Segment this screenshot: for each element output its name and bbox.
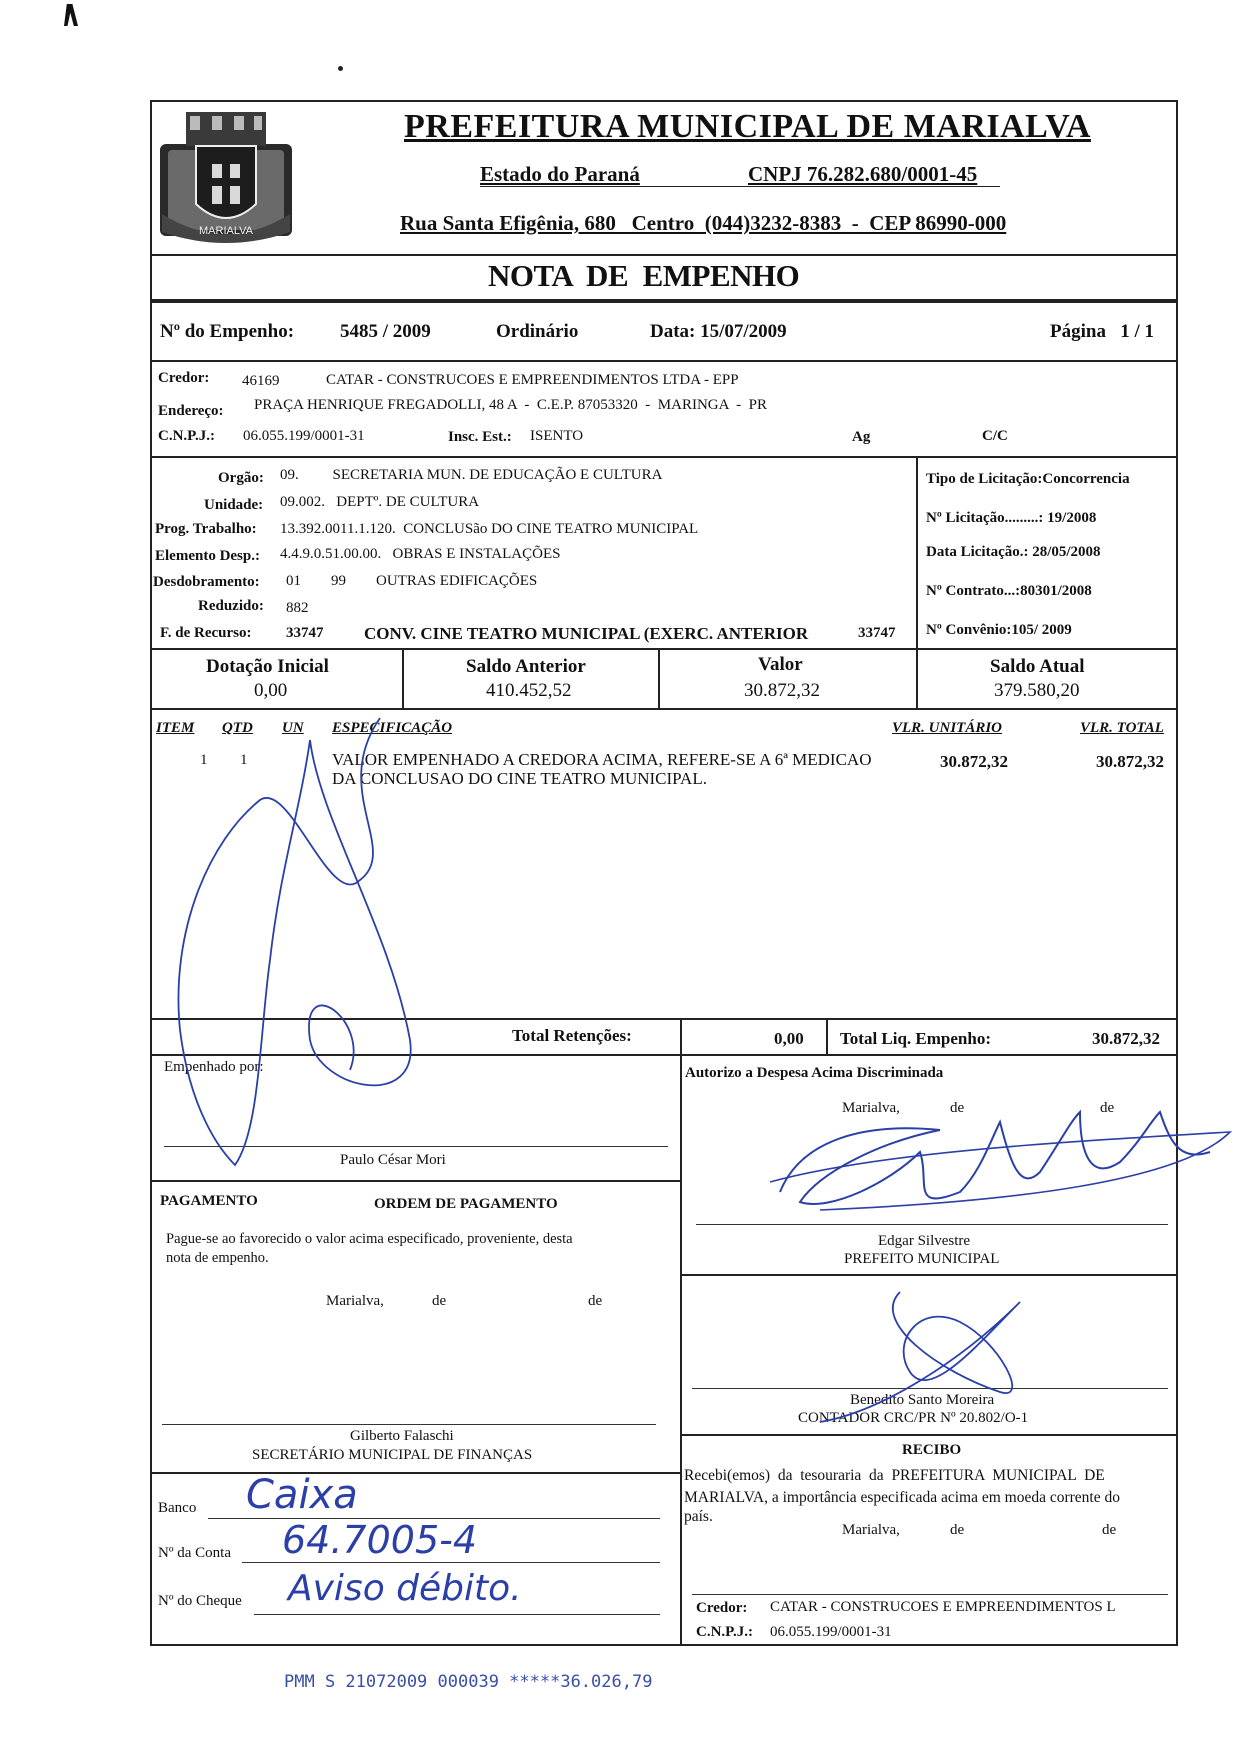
pague-se-line1: Pague-se ao favorecido o valor acima especificado, proveniente, desta <box>166 1231 573 1247</box>
item-unit-value: 30.872,32 <box>940 752 1008 771</box>
empenhado-signature <box>150 710 453 1170</box>
recibo-credor-name: CATAR - CONSTRUCOES E EMPREENDIMENTOS L <box>770 1599 1116 1615</box>
insc-label: Insc. Est.: <box>448 429 512 445</box>
valor-label: Valor <box>758 654 803 675</box>
scan-speck <box>338 66 343 71</box>
state-text: Estado do Paraná <box>480 162 640 186</box>
coat-of-arms-logo <box>156 104 296 250</box>
recibo-credor-label: Credor: <box>696 1600 748 1616</box>
recibo-de-1: de <box>950 1522 965 1538</box>
contador-name: Benedito Santo Moreira <box>850 1392 995 1408</box>
insc-value: ISENTO <box>530 428 584 444</box>
conta-line <box>242 1562 660 1563</box>
ag-label: Ag <box>852 429 871 445</box>
saldo-anterior-value: 410.452,52 <box>486 680 572 701</box>
contador-signature <box>800 1282 1060 1432</box>
page-number: Página 1 / 1 <box>1050 321 1154 342</box>
licitacao-tipo: Tipo de Licitação:Concorrencia <box>926 471 1130 487</box>
recibo-signature-line <box>692 1594 1168 1595</box>
address-text: Rua Santa Efigênia, 680 Centro (044)3232-8383 - CEP 86990-000 <box>400 211 1007 235</box>
cc-label: C/C <box>982 428 1008 444</box>
empenho-number-label: Nº do Empenho: <box>160 321 295 342</box>
cheque-label: Nº do Cheque <box>158 1593 242 1609</box>
conta-label: Nº da Conta <box>158 1545 231 1561</box>
prefeito-signature <box>760 1082 1240 1232</box>
saldo-atual-label: Saldo Atual <box>990 656 1085 677</box>
orgao-value: 09. SECRETARIA MUN. DE EDUCAÇÃO E CULTURA <box>280 467 663 483</box>
autorizo-label: Autorizo a Despesa Acima Discriminada <box>685 1065 944 1081</box>
autorizo-de-2: de <box>1100 1100 1115 1116</box>
convenio-number: Nº Convênio:105/ 2009 <box>926 622 1072 638</box>
recurso-name: CONV. CINE TEATRO MUNICIPAL (EXERC. ANTERIOR <box>364 624 809 643</box>
empenho-number: 5485 / 2009 <box>340 321 431 342</box>
desdobramento-value: 01 99 OUTRAS EDIFICAÇÕES <box>286 573 538 589</box>
desdobramento-label: Desdobramento: <box>153 574 260 590</box>
ordem-pagamento-label: ORDEM DE PAGAMENTO <box>374 1196 558 1212</box>
document-title: NOTA DE EMPENHO <box>488 258 800 293</box>
prefeito-name: Edgar Silvestre <box>878 1233 971 1249</box>
bank-stamp: PMM S 21072009 000039 *****36.026,79 <box>284 1672 653 1692</box>
municipality-title: PREFEITURA MUNICIPAL DE MARIALVA <box>404 108 1091 145</box>
pagamento-city: Marialva, <box>326 1293 384 1309</box>
recurso-label: F. de Recurso: <box>160 625 252 641</box>
item-description-line2: DA CONCLUSAO DO CINE TEATRO MUNICIPAL. <box>332 769 707 788</box>
orgao-label: Orgão: <box>218 470 264 486</box>
empenhado-por-name: Paulo César Mori <box>340 1152 446 1168</box>
recibo-text-line2: MARIALVA, a importância especificada acima em moeda corrente do <box>684 1489 1120 1506</box>
header-underline-gap <box>480 186 1000 187</box>
pagamento-de-2: de <box>588 1293 603 1309</box>
pagamento-label: PAGAMENTO <box>160 1193 258 1209</box>
conta-value: 64.7005-4 <box>282 1518 478 1562</box>
item-total-value: 30.872,32 <box>1096 752 1164 771</box>
item-number: 1 <box>200 752 208 768</box>
dotacao-inicial-value: 0,00 <box>254 680 288 701</box>
recibo-city: Marialva, <box>842 1522 900 1538</box>
total-liq-value: 30.872,32 <box>1092 1029 1160 1048</box>
recibo-text-line3: país. <box>684 1508 713 1525</box>
item-qtd: 1 <box>240 752 248 768</box>
cnpj-label: C.N.P.J.: <box>158 428 215 444</box>
dotacao-inicial-label: Dotação Inicial <box>206 656 329 677</box>
credor-code: 46169 <box>242 373 280 389</box>
banco-value: Caixa <box>246 1472 358 1518</box>
autorizo-city: Marialva, <box>842 1100 900 1116</box>
prefeito-title: PREFEITO MUNICIPAL <box>844 1251 1000 1267</box>
col-qtd: QTD <box>222 720 253 736</box>
prog-value: 13.392.0011.1.120. CONCLUSão DO CINE TEATRO MUNICIPAL <box>280 521 699 537</box>
reduzido-label: Reduzido: <box>198 598 264 614</box>
endereco-label: Endereço: <box>158 403 224 419</box>
prog-label: Prog. Trabalho: <box>155 521 257 537</box>
recibo-cnpj: 06.055.199/0001-31 <box>770 1624 892 1640</box>
contrato-number: Nº Contrato...:80301/2008 <box>926 583 1092 599</box>
total-liq-label: Total Liq. Empenho: <box>840 1029 991 1048</box>
col-vlr-total: VLR. TOTAL <box>1080 720 1164 736</box>
credor-name: CATAR - CONSTRUCOES E EMPREENDIMENTOS LTDA - EPP <box>326 372 739 388</box>
elemento-value: 4.4.9.0.51.00.00. OBRAS E INSTALAÇÕES <box>280 546 561 562</box>
total-retencoes-value: 0,00 <box>774 1029 804 1048</box>
credor-label: Credor: <box>158 370 210 386</box>
recibo-de-2: de <box>1102 1522 1117 1538</box>
licitacao-data: Data Licitação.: 28/05/2008 <box>926 544 1101 560</box>
contador-title: CONTADOR CRC/PR Nº 20.802/O-1 <box>798 1410 1029 1426</box>
elemento-label: Elemento Desp.: <box>155 548 260 564</box>
empenhado-por-label: Empenhado por: <box>164 1059 264 1075</box>
recibo-text-line1: Recebi(emos) da tesouraria da PREFEITURA MUNICIPAL DE <box>684 1467 1105 1484</box>
total-retencoes-label: Total Retenções: <box>512 1026 632 1045</box>
cheque-line <box>254 1614 660 1615</box>
unidade-label: Unidade: <box>204 497 264 513</box>
col-especificacao: ESPECIFICAÇÃO <box>332 720 453 736</box>
recibo-cnpj-label: C.N.P.J.: <box>696 1624 753 1640</box>
saldo-anterior-label: Saldo Anterior <box>466 656 586 677</box>
item-description-line1: VALOR EMPENHADO A CREDORA ACIMA, REFERE-SE A 6ª MEDICAO <box>332 750 872 769</box>
empenho-type: Ordinário <box>496 321 579 342</box>
secretario-name: Gilberto Falaschi <box>350 1428 454 1444</box>
col-item: ITEM <box>156 720 195 736</box>
cheque-value: Aviso débito. <box>288 1568 522 1609</box>
recurso-code: 33747 <box>286 625 324 641</box>
scan-mark <box>64 4 78 26</box>
secretario-signature-line <box>162 1424 656 1425</box>
secretario-title: SECRETÁRIO MUNICIPAL DE FINANÇAS <box>252 1447 533 1463</box>
col-un: UN <box>282 720 304 736</box>
reduzido-value: 882 <box>286 600 309 616</box>
cnpj-text: CNPJ 76.282.680/0001-45 <box>748 162 978 186</box>
empenho-date: Data: 15/07/2009 <box>650 321 787 342</box>
banco-label: Banco <box>158 1500 197 1516</box>
saldo-atual-value: 379.580,20 <box>994 680 1080 701</box>
recurso-code-2: 33747 <box>858 625 896 641</box>
credor-address: PRAÇA HENRIQUE FREGADOLLI, 48 A - C.E.P. 87053320 - MARINGA - PR <box>254 397 767 413</box>
autorizo-de-1: de <box>950 1100 965 1116</box>
pague-se-line2: nota de empenho. <box>166 1250 269 1266</box>
svg-text:MARIALVA: MARIALVA <box>199 225 253 237</box>
licitacao-numero: Nº Licitação.........: 19/2008 <box>926 510 1097 526</box>
unidade-value: 09.002. DEPTº. DE CULTURA <box>280 494 480 510</box>
valor-value: 30.872,32 <box>744 680 820 701</box>
credor-cnpj: 06.055.199/0001-31 <box>243 428 365 444</box>
pagamento-de-1: de <box>432 1293 447 1309</box>
col-vlr-unitario: VLR. UNITÁRIO <box>892 720 1003 736</box>
recibo-label: RECIBO <box>902 1442 962 1458</box>
